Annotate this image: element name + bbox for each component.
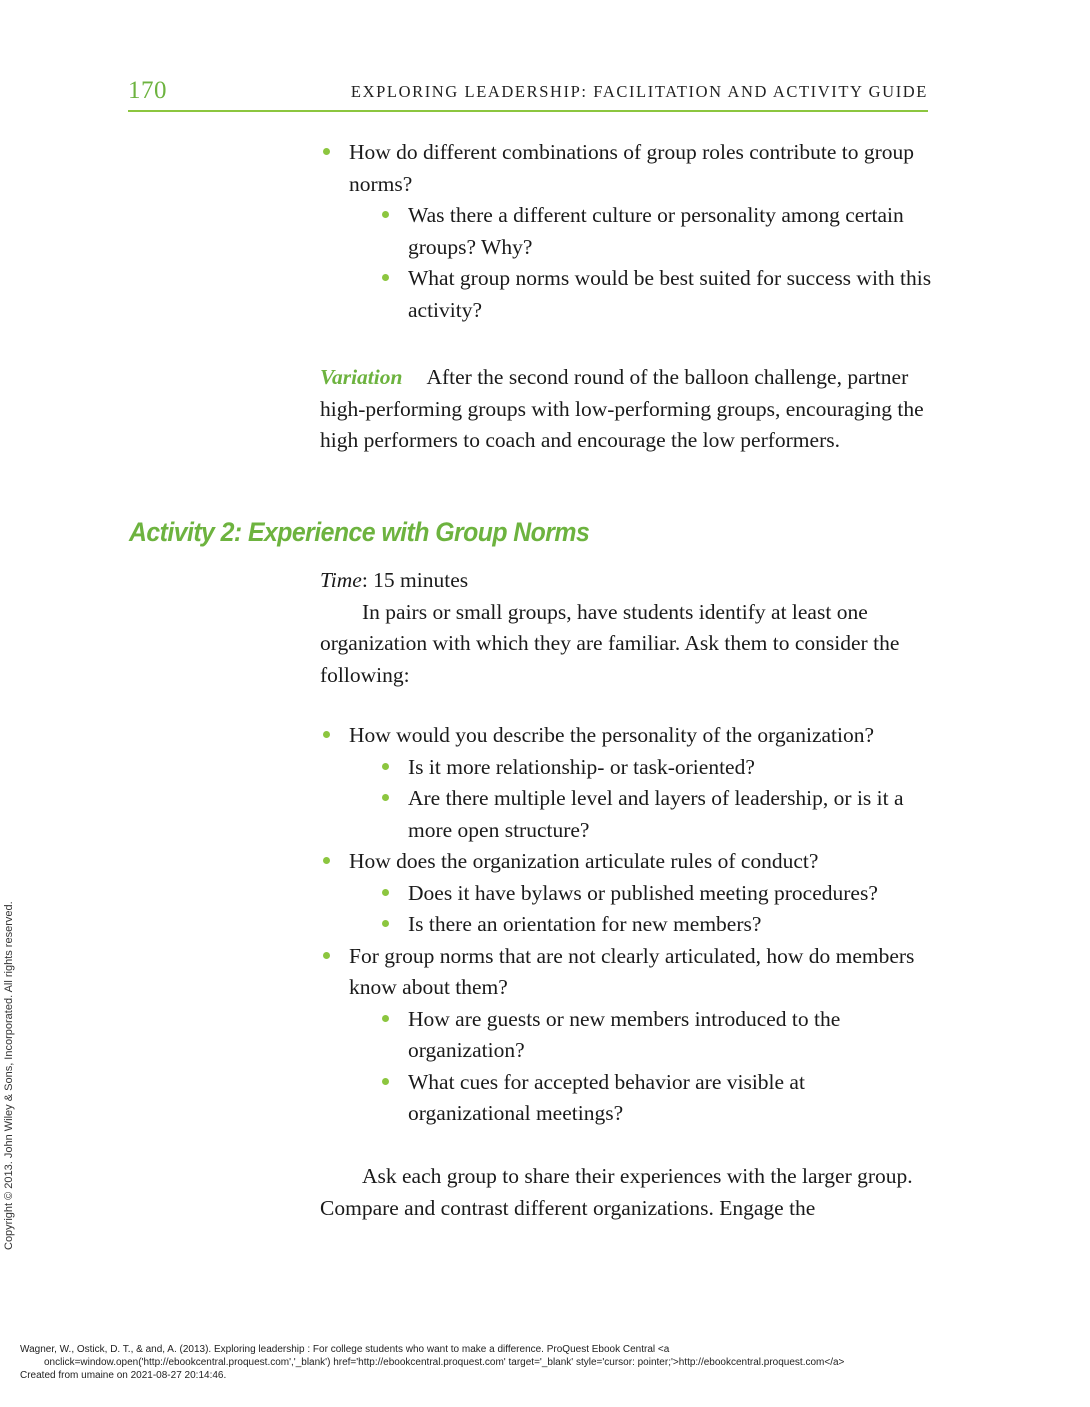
page-number: 170 xyxy=(128,77,167,104)
running-header xyxy=(128,74,928,112)
list-item: How do different combinations of group roles contribute to group norms? Was there a different culture or personality among certain groups? Why? What group norms would be best suited for success with this activity? xyxy=(320,137,940,326)
time-label: Time xyxy=(320,568,362,592)
list-item: How would you describe the personality of the organization? Is it more relationship- or task-oriented? Are there multiple level and layers of leadership, or is it a more open structure? xyxy=(320,720,925,846)
top-question-list xyxy=(320,137,940,326)
citation-footer xyxy=(20,1343,1080,1382)
intro-paragraph: In pairs or small groups, have students identify at least one organization with which they are familiar. Ask them to consider the following: xyxy=(320,599,900,687)
copyright-notice: Copyright © 2013. John Wiley & Sons, Incorporated. All rights reserved. xyxy=(3,901,15,1250)
citation-line: onclick=window.open('http://ebookcentral.proquest.com','_blank') href='http://ebookcentral.proquest.com' target='_blank' style='cursor: pointer;'>http://ebookcentral.proquest.com</a> xyxy=(44,1357,845,1368)
list-item: What group norms would be best suited for success with this activity? xyxy=(379,263,940,326)
list-item: Was there a different culture or personality among certain groups? Why? xyxy=(379,200,940,263)
variation-paragraph xyxy=(320,362,935,457)
list-item: How does the organization articulate rules of conduct? Does it have bylaws or published meeting procedures? Is there an orientation for new members? xyxy=(320,846,925,941)
closing-paragraph: Ask each group to share their experiences with the larger group. Compare and contrast different organizations. Engage the xyxy=(320,1164,913,1220)
list-item: Does it have bylaws or published meeting procedures? xyxy=(379,878,925,910)
citation-line: Created from umaine on 2021-08-27 20:14:46. xyxy=(20,1370,227,1381)
variation-label: Variation xyxy=(320,365,403,389)
time-value: : 15 minutes xyxy=(361,568,469,592)
list-item: Is it more relationship- or task-oriented? xyxy=(379,752,925,784)
list-item: Are there multiple level and layers of leadership, or is it a more open structure? xyxy=(379,783,925,846)
list-item: For group norms that are not clearly articulated, how do members know about them? How are guests or new members introduced to the organization? What cues for accepted behavior are visible at organizational meetings? xyxy=(320,941,925,1130)
time-line xyxy=(320,565,925,597)
activity-question-list xyxy=(320,720,925,1130)
list-item: Is there an orientation for new members? xyxy=(379,909,925,941)
citation-line: Wagner, W., Ostick, D. T., & and, A. (2013). Exploring leadership : For college students who want to make a difference. ProQuest Ebook Central <a xyxy=(20,1344,670,1355)
list-item: What cues for accepted behavior are visible at organizational meetings? xyxy=(379,1067,925,1130)
variation-text: After the second round of the balloon challenge, partner high-performing groups with low-performing groups, encouraging the high performers to coach and encourage the low performers. xyxy=(320,365,924,452)
running-head-title: EXPLORING LEADERSHIP: FACILITATION AND ACTIVITY GUIDE xyxy=(350,82,928,101)
section-heading: Activity 2: Experience with Group Norms xyxy=(129,517,590,547)
list-item: How are guests or new members introduced to the organization? xyxy=(379,1004,925,1067)
activity-intro xyxy=(320,565,925,691)
